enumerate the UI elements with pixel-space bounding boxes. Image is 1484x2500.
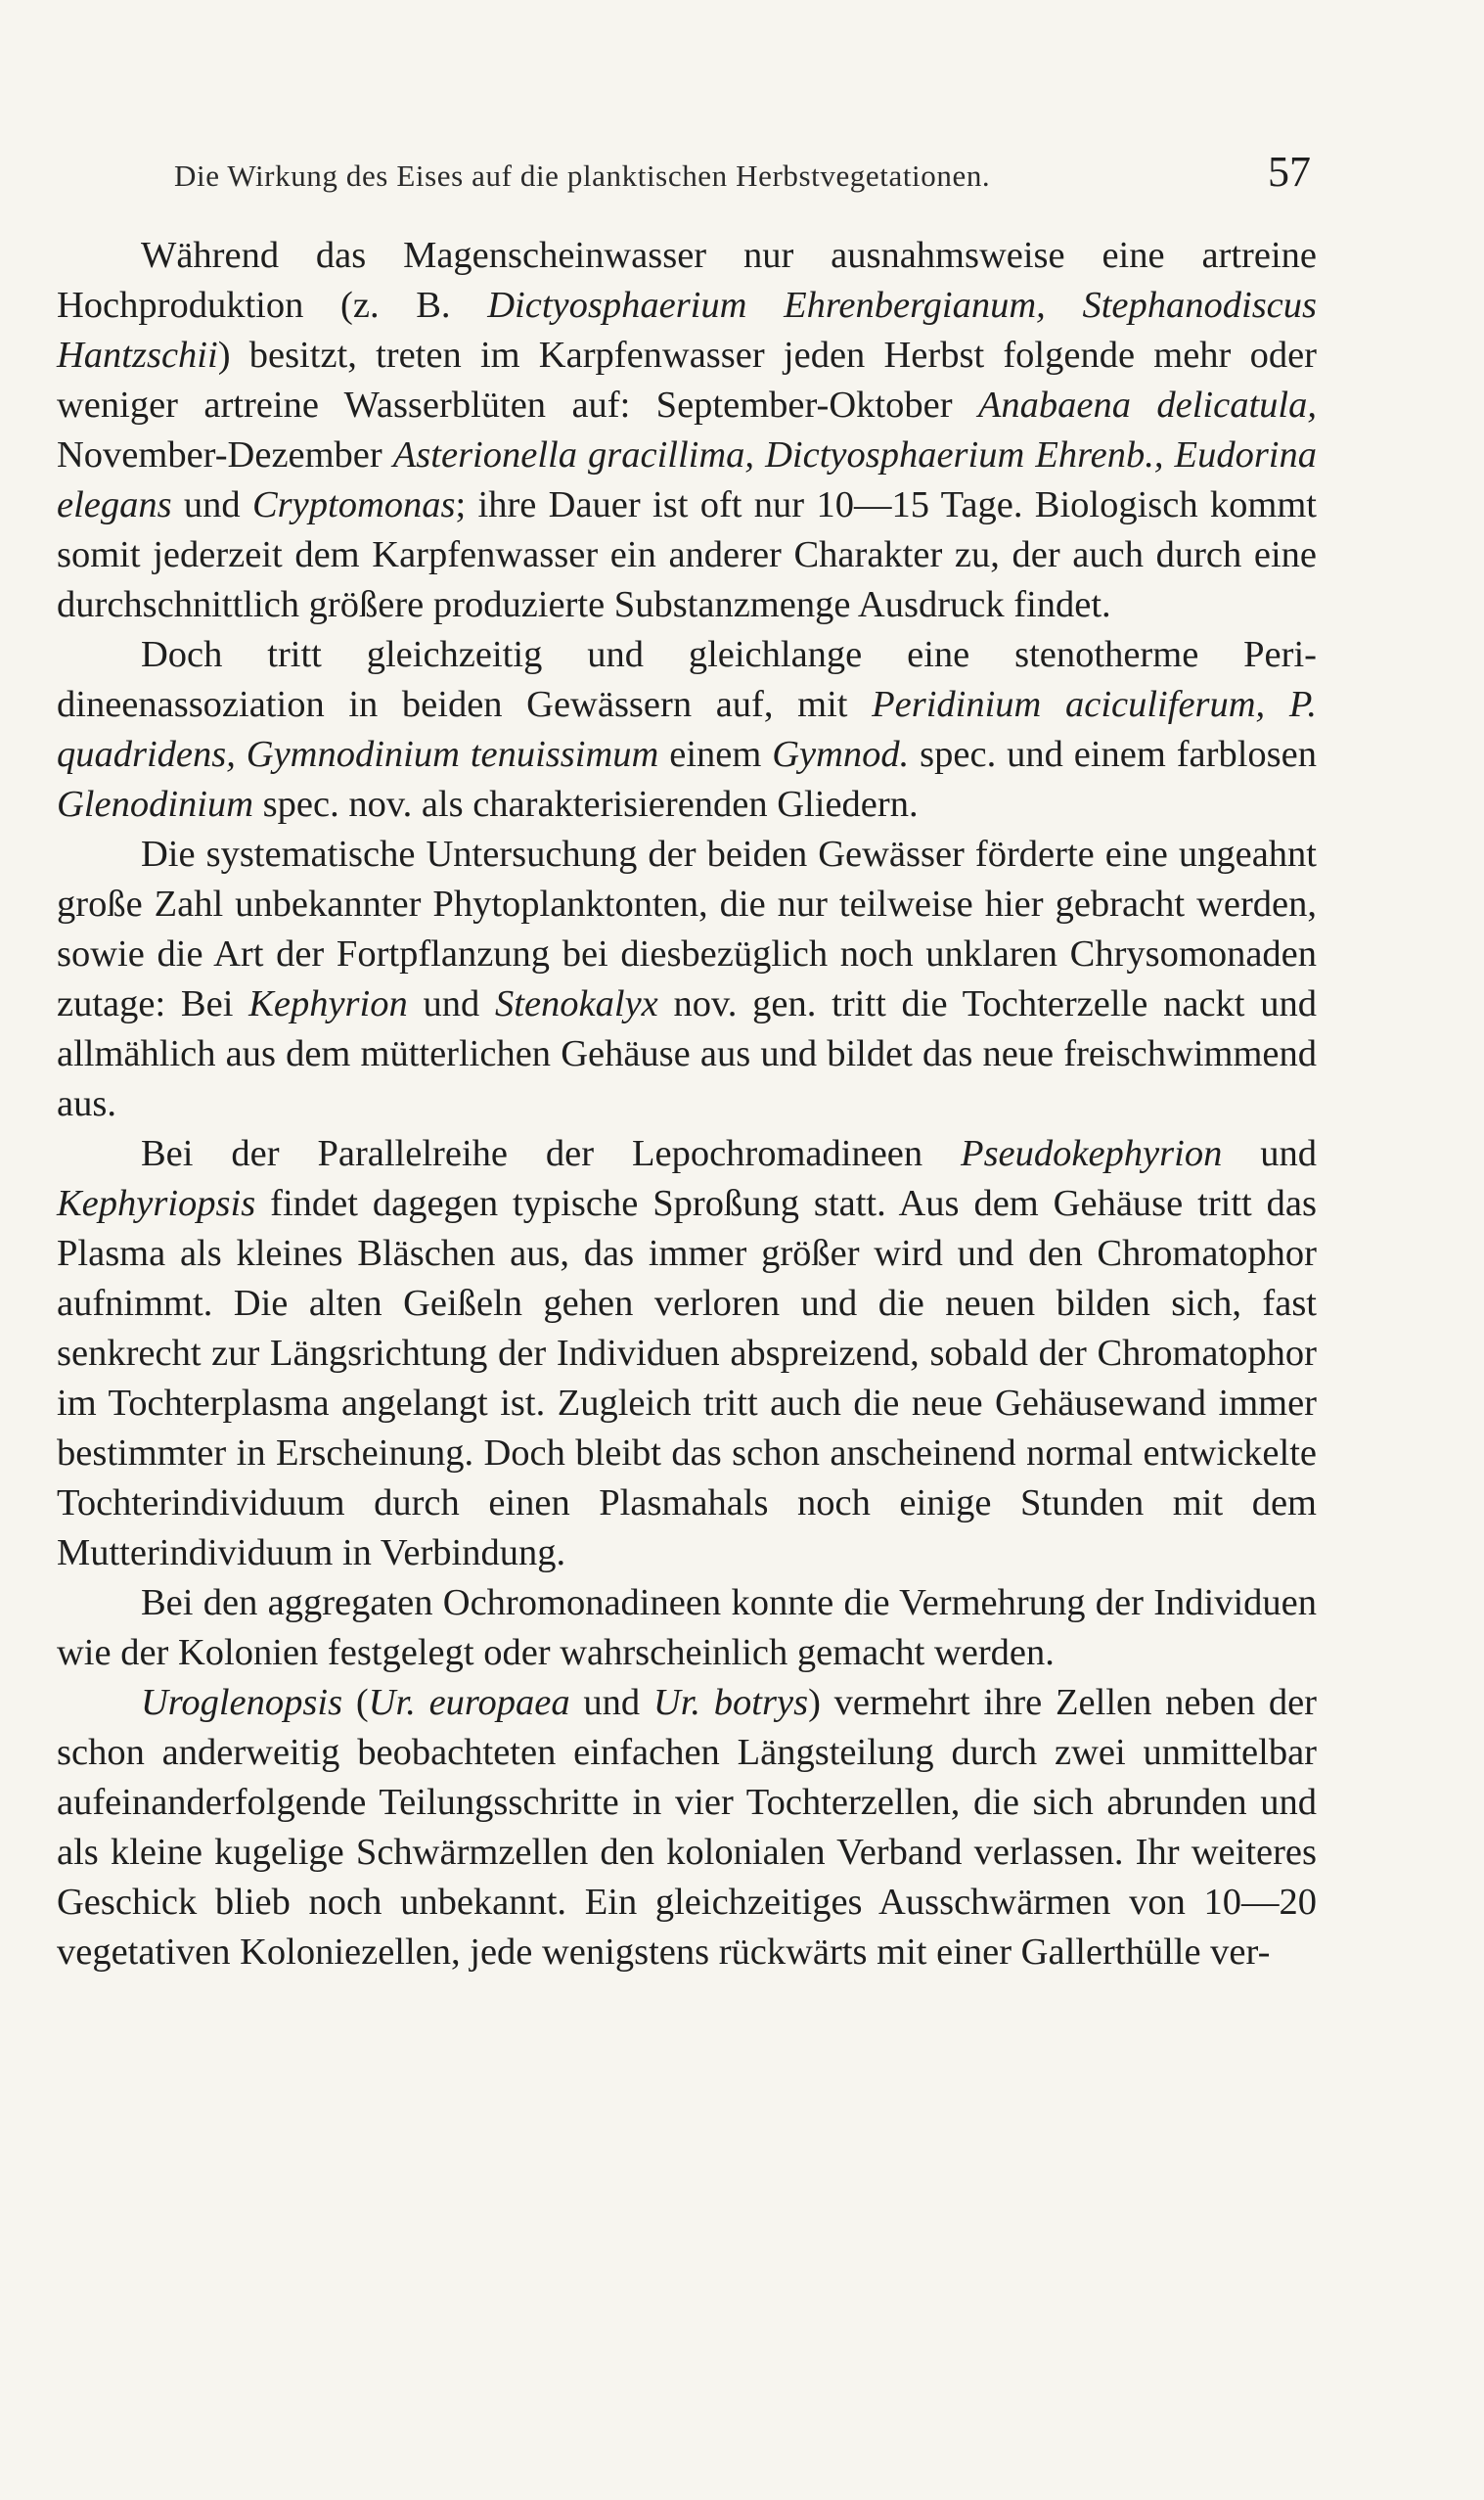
running-head [174,147,1311,205]
italic-term: Kephyriopsis [57,1183,256,1224]
paragraph [57,1578,1317,1678]
text-run: Die systematische Untersuchung der beiden Gewässer förderte eine ungeahnt große Zahl unbekannter Phytoplanktonten, die nur teilweise hier gebracht werden, sowie die Art der Fortpflanzung bei diesbezüglich noch unklaren Chrysomonaden zutage: Bei [57,834,1317,1024]
italic-term: Dictyosphaerium Ehrenbergianum, Stephanodiscus Hantzschii [57,285,1317,376]
paragraph [57,830,1317,1129]
text-run: und [407,983,496,1024]
text-run: und [569,1682,653,1723]
body-text [57,231,1317,1977]
italic-term: Cryptomonas [252,484,456,525]
italic-term: Stenokalyx [495,983,658,1024]
italic-term: Uroglenopsis [141,1682,343,1723]
paragraph [57,1129,1317,1578]
text-run: Bei den aggregaten Ochromonadineen konnte die Vermehrung der Individuen wie der Kolonien festgelegt oder wahrscheinlich gemacht werden. [57,1582,1317,1673]
text-run: nov. gen. tritt die Tochterzelle nackt und allmählich aus dem mütterlichen Gehäuse aus und bildet das neue freischwimmend aus. [57,983,1318,1124]
italic-term: Asterionella gracillima, Dictyosphaerium Ehrenb., Eudorina elegans [57,434,1317,525]
text-run: einem [658,734,773,775]
italic-term: Pseudokephyrion [961,1133,1223,1174]
text-run: spec. nov. als charakterisierenden Gliedern. [253,784,919,825]
italic-term: Peridinium aciculiferum, P. quadridens, Gymnodinium tenuissimum [57,684,1318,775]
text-run: Bei der Parallelreihe der Lepochromadineen [141,1133,962,1174]
paragraph [57,1678,1317,1977]
text-run: ) vermehrt ihre Zellen neben der schon anderweitig beobachteten einfachen Längsteilung durch zwei unmittelbar aufeinanderfolgende Teilungsschritte in vier Tochterzellen, die sich abrunden und als kleine kugelige Schwärmzellen den kolonialen Verband verlassen. Ihr weiteres Geschick blieb noch unbekannt. Ein gleichzeitiges Ausschwärmen von 10—20 vegetativen Koloniezellen, jede wenigstens rückwärts mit einer Gallerthülle ver- [57,1682,1318,1973]
italic-term: Ur. europaea [368,1682,570,1723]
italic-term: Glenodinium [57,784,254,825]
page-number: 57 [1268,148,1311,196]
text-run: und [1222,1133,1318,1174]
text-run: ; ihre Dauer ist oft nur 10—15 Tage. Biologisch kommt somit jederzeit dem Karpfenwasser ein anderer Charakter zu, der auch durch eine durchschnittlich größere produzierte Substanzmenge Ausdruck findet. [57,484,1318,625]
text-run: November-Dezember [57,434,393,476]
paragraph [57,630,1317,830]
text-run: Doch tritt gleichzeitig und gleichlange eine stenotherme Peridineenassoziation in beiden Gewässern auf, mit [57,634,1317,725]
italic-term: Kephyrion [248,983,408,1024]
italic-term: Ur. botrys [652,1682,809,1723]
italic-term: Gymnod. [772,734,910,775]
italic-term: Anabaena delicatula, [977,385,1317,426]
running-title: Die Wirkung des Eises auf die planktischen Herbstvegetationen. [174,159,991,193]
text-run: und [171,484,252,525]
text-run: ) besitzt, treten im Karpfenwasser jeden Herbst folgende mehr oder weniger artreine Wasserblüten auf: September-Oktober [57,335,1317,426]
text-run: spec. und einem farblosen [909,734,1317,775]
text-run: ( [342,1682,369,1723]
text-run: Während das Magenscheinwasser nur ausnahmsweise eine artreine Hochproduktion (z. B. [57,235,1317,326]
paragraph [57,231,1317,630]
text-run: findet dagegen typische Sproßung statt. Aus dem Gehäuse tritt das Plasma als kleines Bläschen aus, das immer größer wird und den Chromatophor aufnimmt. Die alten Geißeln gehen verloren und die neuen bilden sich, fast senkrecht zur Längsrichtung der Individuen abspreizend, sobald der Chromatophor im Tochterplasma angelangt ist. Zugleich tritt auch die neue Gehäusewand immer bestimmter in Erscheinung. Doch bleibt das schon anscheinend normal entwickelte Tochterindividuum durch einen Plasmahals noch einige Stunden mit dem Mutterindividuum in Verbindung. [57,1183,1317,1573]
